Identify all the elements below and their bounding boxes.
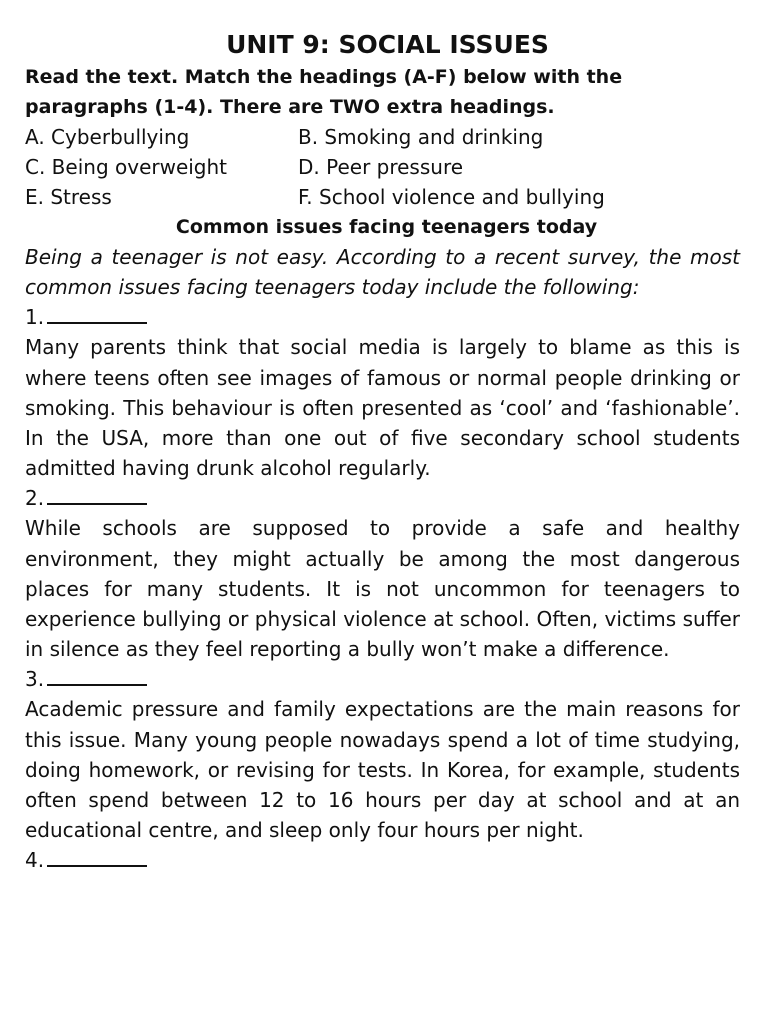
item-number: 3. [25, 667, 45, 692]
blank-line [47, 321, 147, 324]
paragraph-2: While schools are supposed to provide a safe and healthy environment, they might actually be among the most dangerous places for many students. It is not uncommon for teenagers to experience bullying or physical violence at school. Often, victims suffer in silence as they feel reporting a bully won’t make a difference. [25, 516, 740, 662]
page-title: UNIT 9: SOCIAL ISSUES [226, 30, 549, 59]
answer-blank-3[interactable] [25, 664, 740, 694]
heading-b: B. Smoking and drinking [298, 125, 544, 149]
text-title: Common issues facing teenagers today [175, 216, 598, 238]
item-number: 1. [25, 305, 45, 330]
heading-c: C. Being overweight [25, 155, 228, 179]
answer-blank-4[interactable] [25, 845, 740, 875]
heading-a: A. Cyberbullying [25, 125, 190, 149]
paragraph-1: Many parents think that social media is largely to blame as this is where teens often see images of famous or normal people drinking or smoking. This behaviour is often presented as ‘cool’ and ‘fashionable’. In the USA, more than one out of five secondary school students admitted having drunk alcohol regularly. [25, 335, 740, 481]
heading-e: E. Stress [25, 185, 112, 209]
item-number: 4. [25, 848, 45, 873]
instructions: Read the text. Match the headings (A-F) below with the paragraphs (1-4). There are TWO extra headings. [25, 66, 623, 118]
paragraph-3: Academic pressure and family expectations are the main reasons for this issue. Many young people nowadays spend a lot of time studying, doing homework, or revising for tests. In Korea, for example, students often spend between 12 to 16 hours per day at school and at an educational centre, and sleep only four hours per night. [25, 697, 740, 843]
heading-f: F. School violence and bullying [298, 185, 605, 209]
item-number: 2. [25, 486, 45, 511]
headings-list [25, 122, 740, 212]
blank-line [47, 864, 147, 867]
blank-line [47, 683, 147, 686]
answer-blank-1[interactable] [25, 302, 740, 332]
heading-d: D. Peer pressure [298, 155, 464, 179]
blank-line [47, 502, 147, 505]
intro-paragraph: Being a teenager is not easy. According to a recent survey, the most common issues facing teenagers today include the following: [25, 245, 740, 300]
answer-blank-2[interactable] [25, 483, 740, 513]
